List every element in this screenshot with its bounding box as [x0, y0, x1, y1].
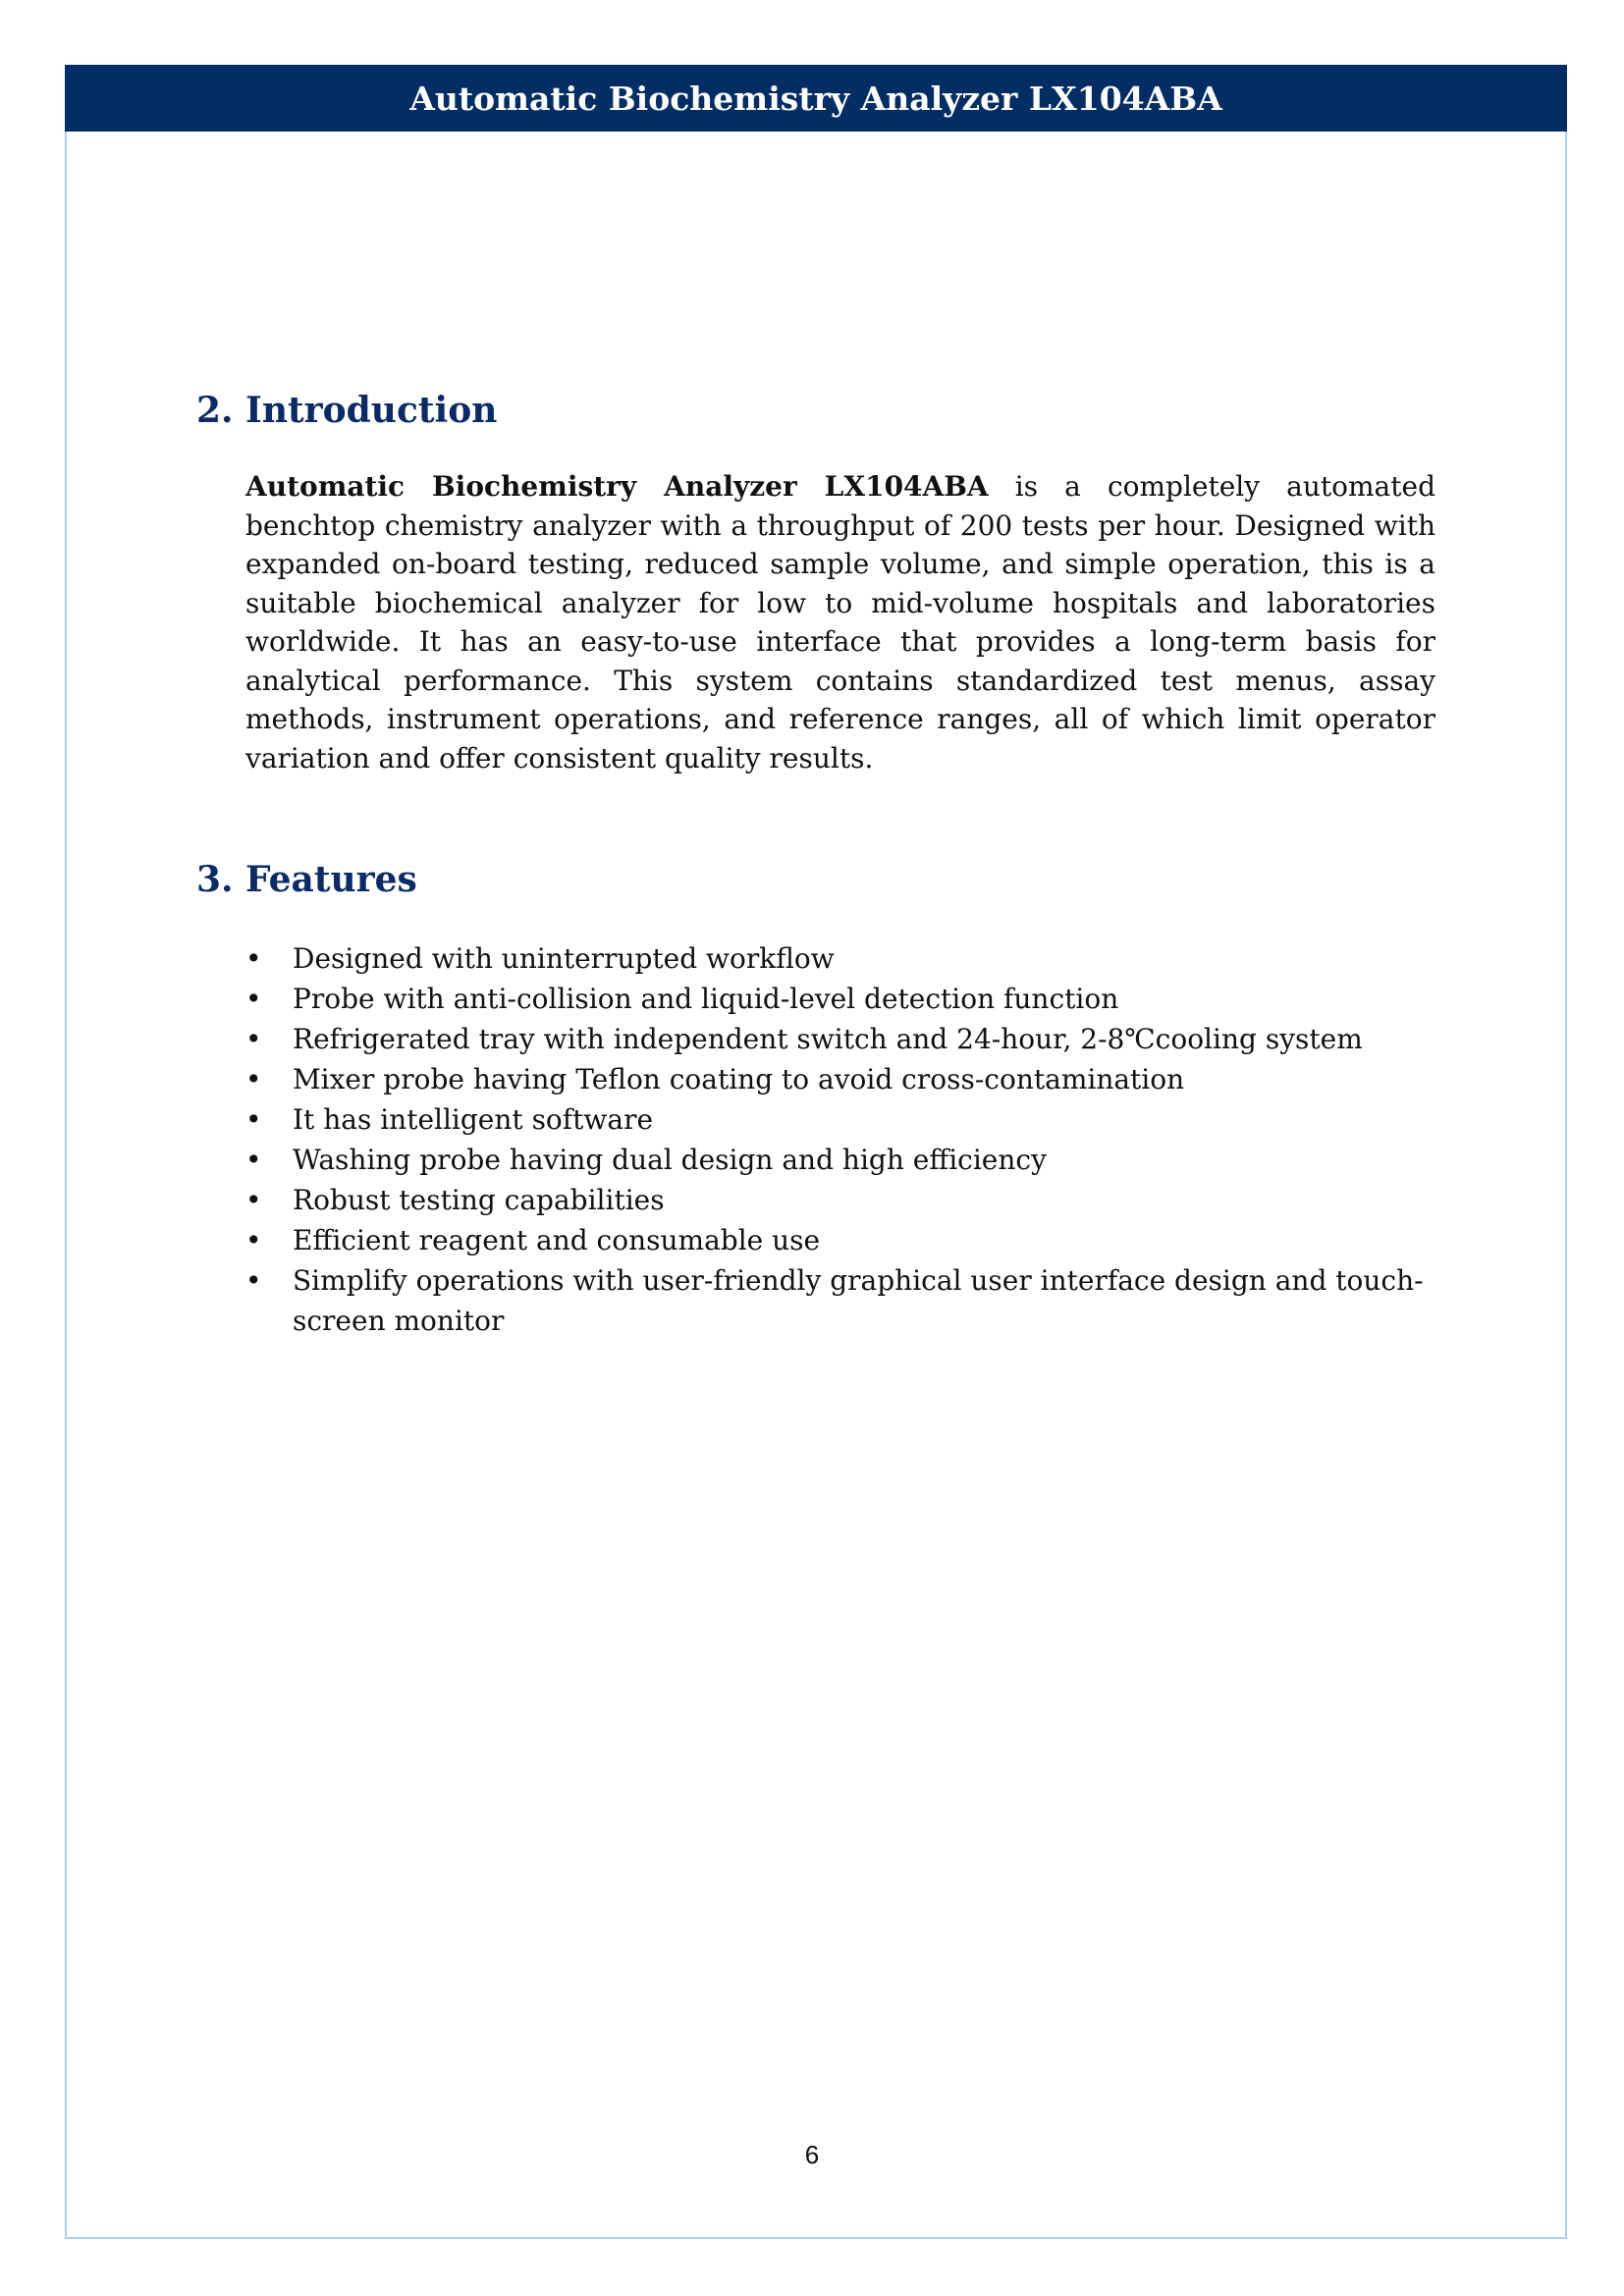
list-item	[245, 979, 1435, 1019]
list-item	[245, 1220, 1435, 1260]
feature-text: Robust testing capabilities	[293, 1184, 665, 1216]
introduction-section	[196, 389, 1435, 777]
features-number: 3.	[196, 859, 234, 900]
page-number: 6	[804, 2140, 820, 2169]
list-item	[245, 1059, 1435, 1099]
list-item	[245, 938, 1435, 979]
feature-text: It has intelligent software	[293, 1103, 654, 1136]
feature-text: Mixer probe having Teflon coating to avoid cross-contamination	[293, 1063, 1185, 1095]
bullet-icon: •	[245, 1144, 262, 1176]
introduction-body: is a completely automated benchtop chemistry analyzer with a throughput of 200 tests per hour. Designed with expanded on-board testing, reduced sample volume, and simple operation, this is a suitable biochemical analyzer for low to mid-volume hospitals and laboratories worldwide. It has an easy-to-use interface that provides a long-term basis for analytical performance. This system contains standardized test menus, assay methods, instrument operations, and reference ranges, all of which limit operator variation and offer consistent quality results.	[245, 470, 1435, 774]
features-heading	[196, 858, 1435, 901]
bullet-icon: •	[245, 1224, 262, 1256]
features-list	[245, 938, 1435, 1341]
list-item	[245, 1019, 1435, 1059]
bullet-icon: •	[245, 983, 262, 1015]
feature-text: Simplify operations with user-friendly graphical user interface design and touch-screen monitor	[293, 1264, 1424, 1337]
list-item	[245, 1260, 1435, 1341]
introduction-title: Introduction	[245, 390, 498, 431]
list-item	[245, 1099, 1435, 1140]
bullet-icon: •	[245, 942, 262, 975]
document-title: Automatic Biochemistry Analyzer LX104ABA	[409, 79, 1222, 118]
features-title: Features	[245, 859, 417, 900]
feature-text: Designed with uninterrupted workflow	[293, 942, 835, 975]
introduction-number: 2.	[196, 390, 234, 431]
introduction-paragraph	[245, 467, 1435, 777]
feature-text: Refrigerated tray with independent switch and 24-hour, 2-8℃cooling system	[293, 1023, 1363, 1055]
bullet-icon: •	[245, 1264, 262, 1297]
introduction-heading	[196, 389, 1435, 432]
bullet-icon: •	[245, 1023, 262, 1055]
list-item	[245, 1140, 1435, 1180]
bullet-icon: •	[245, 1103, 262, 1136]
feature-text: Efficient reagent and consumable use	[293, 1224, 821, 1256]
introduction-lead: Automatic Biochemistry Analyzer LX104ABA	[245, 470, 989, 503]
document-header	[65, 65, 1567, 132]
list-item	[245, 1180, 1435, 1220]
feature-text: Washing probe having dual design and high efficiency	[293, 1144, 1047, 1176]
bullet-icon: •	[245, 1063, 262, 1095]
feature-text: Probe with anti-collision and liquid-level detection function	[293, 983, 1119, 1015]
features-section	[196, 858, 1435, 1341]
bullet-icon: •	[245, 1184, 262, 1216]
